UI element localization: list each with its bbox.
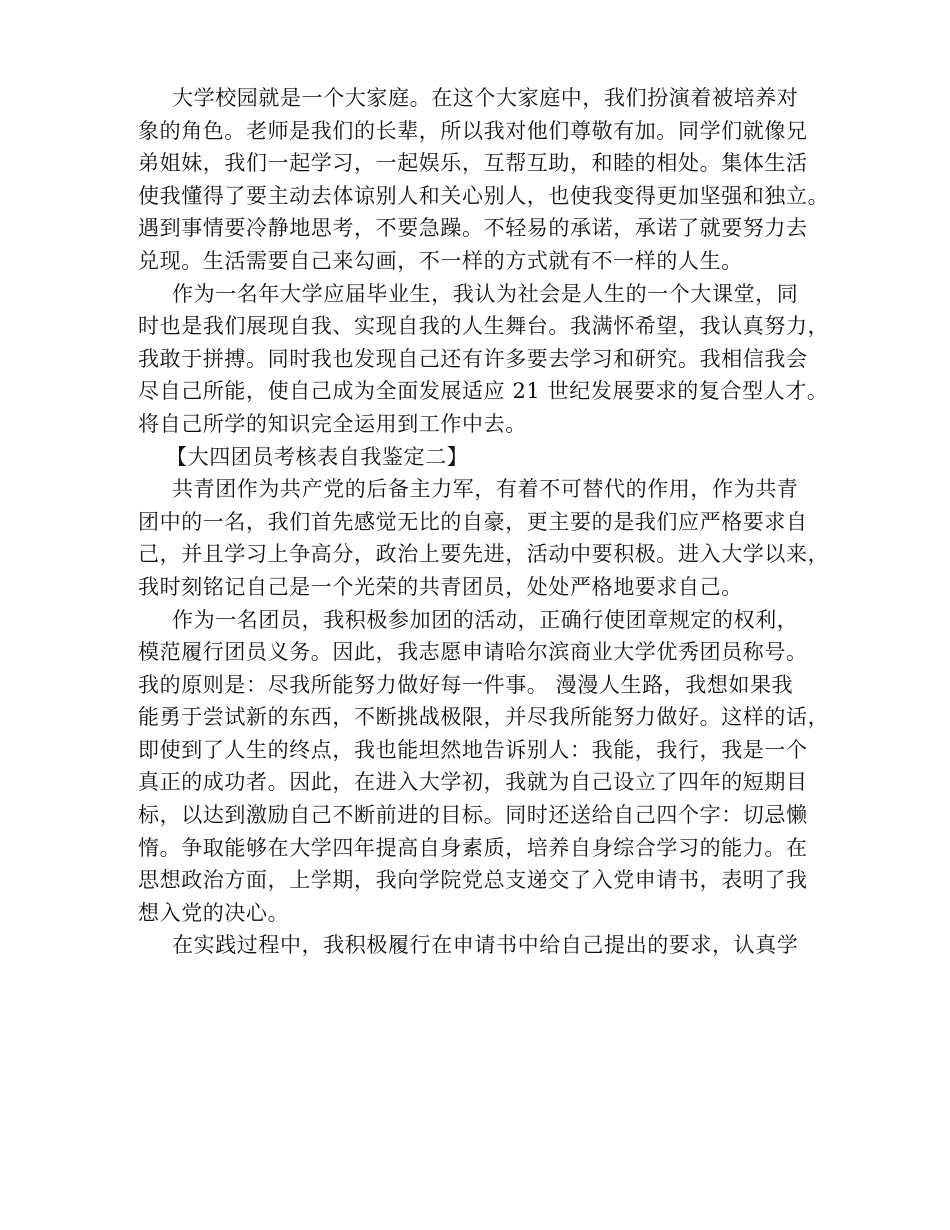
paragraph-4-line-6: 真正的成功者。因此，在进入大学初，我就为自己设立了四年的短期目: [138, 770, 808, 795]
paragraph-2-line-2: 时也是我们展现自我、实现自我的人生舞台。我满怀希望，我认真努力，: [138, 314, 830, 339]
paragraph-1-line-1: 大学校园就是一个大家庭。在这个大家庭中，我们扮演着被培养对: [172, 86, 799, 110]
paragraph-1-line-5: 遇到事情要冷静地思考，不要急躁。不轻易的承诺，承诺了就要努力去: [138, 216, 808, 241]
paragraph-4-line-8: 惰。争取能够在大学四年提高自身素质，培养自身综合学习的能力。在: [138, 835, 808, 860]
paragraph-3-line-3: 己，并且学习上争高分，政治上要先进，活动中要积极。进入大学以来，: [138, 542, 830, 567]
paragraph-4-line-7: 标，以达到激励自己不断前进的目标。同时还送给自己四个字：切忌懒: [138, 803, 808, 828]
paragraph-4-line-10: 想入党的决心。: [138, 900, 290, 925]
paragraph-1-line-6: 兑现。生活需要自己来勾画，不一样的方式就有不一样的人生。: [138, 248, 743, 273]
paragraph-4-line-1: 作为一名团员，我积极参加团的活动，正确行使团章规定的权利，: [172, 607, 799, 632]
paragraph-3-line-2: 团中的一名，我们首先感觉无比的自豪，更主要的是我们应严格要求自: [138, 509, 808, 534]
paragraph-2-line-4: 尽自己所能，使自己成为全面发展适应 21 世纪发展要求的复合型人才。: [138, 379, 829, 404]
paragraph-3-line-1: 共青团作为共产党的后备主力军，有着不可替代的作用，作为共青: [172, 477, 799, 502]
paragraph-1-line-3: 弟姐妹，我们一起学习，一起娱乐，互帮互助，和睦的相处。集体生活: [138, 151, 808, 176]
paragraph-4-line-9: 思想政治方面，上学期，我向学院党总支递交了入党申请书，表明了我: [138, 868, 808, 893]
paragraph-4-line-3: 我的原则是：尽我所能努力做好每一件事。 漫漫人生路，我想如果我: [138, 672, 794, 697]
paragraph-2-line-3: 我敢于拼搏。同时我也发现自己还有许多要去学习和研究。我相信我会: [138, 346, 808, 371]
paragraph-4-line-2: 模范履行团员义务。因此，我志愿申请哈尔滨商业大学优秀团员称号。: [138, 640, 808, 665]
paragraph-1-line-4: 使我懂得了要主动去体谅别人和关心别人，也使我变得更加坚强和独立。: [138, 183, 830, 208]
document-body: [138, 82, 828, 962]
section-heading: 【大四团员考核表自我鉴定二】: [166, 444, 469, 469]
paragraph-2-line-1: 作为一名年大学应届毕业生，我认为社会是人生的一个大课堂，同: [172, 281, 799, 306]
paragraph-4-line-5: 即使到了人生的终点，我也能坦然地告诉别人：我能，我行，我是一个: [138, 737, 808, 762]
paragraph-3-line-4: 我时刻铭记自己是一个光荣的共青团员，处处严格地要求自己。: [138, 574, 743, 599]
paragraph-2-line-5: 将自己所学的知识完全运用到工作中去。: [138, 411, 527, 436]
paragraph-1-line-2: 象的角色。老师是我们的长辈，所以我对他们尊敬有加。同学们就像兄: [138, 118, 808, 143]
paragraph-4-line-4: 能勇于尝试新的东西，不断挑战极限，并尽我所能努力做好。这样的话，: [138, 705, 830, 730]
paragraph-5-line-1: 在实践过程中，我积极履行在申请书中给自己提出的要求，认真学: [172, 933, 799, 958]
